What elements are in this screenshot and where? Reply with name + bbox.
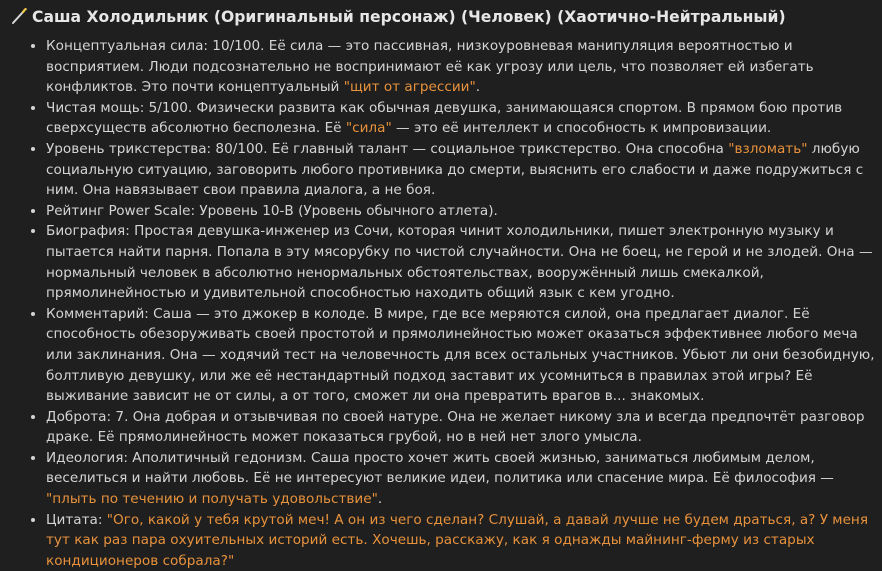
magic-wand-icon bbox=[10, 7, 28, 25]
item-text: Рейтинг Power Scale: Уровень 10-B (Уровень обычного атлета). bbox=[46, 202, 498, 219]
list-item bbox=[46, 36, 876, 98]
list-item bbox=[46, 448, 876, 510]
list-item bbox=[46, 98, 876, 139]
highlighted-phrase: "щит от агрессии" bbox=[343, 79, 476, 96]
highlighted-phrase: "Ого, какой у тебя крутой меч! А он из чего сделан? Слушай, а давай лучше не будем драться, а? У меня тут как раз пара охуительных историй есть. Хочешь, расскажу, как я однажды майнинг-ферму из старых кондиционеров собрала?" bbox=[46, 511, 868, 569]
attribute-list bbox=[28, 36, 876, 571]
item-text: Уровень трикстерства: 80/100. Её главный талант — социальное трикстерство. Она способна bbox=[46, 140, 729, 157]
highlighted-phrase: "плыть по течению и получать удовольствие" bbox=[46, 491, 378, 508]
item-text: Комментарий: Саша — это джокер в колоде. В мире, где все меряются силой, она предлагает диалог. Её способность обезоруживать своей простотой и прямолинейностью может оказаться эффективнее любого меча или заклинания. Она — ходячий тест на человечность для всех остальных участников. Убьют ли они безобидную, болтливую девушку, или же её нестандартный подход заставит их усомниться в правилах этой игры? Её выживание зависит не от силы, а от того, сможет ли она превратить врагов в... знакомых. bbox=[46, 305, 875, 405]
highlighted-phrase: "сила" bbox=[345, 120, 392, 137]
item-text: Цитата: bbox=[46, 511, 107, 528]
character-title: Саша Холодильник (Оригинальный персонаж) (Человек) (Хаотично-Нейтральный) bbox=[32, 8, 786, 26]
list-item bbox=[46, 139, 876, 201]
item-text-tail: — это её интеллект и способность к импровизации. bbox=[391, 120, 772, 137]
item-text-tail: . bbox=[475, 79, 481, 96]
list-item bbox=[46, 510, 876, 571]
list-item bbox=[46, 221, 876, 303]
item-text: Чистая мощь: 5/100. Физически развита как обычная девушка, занимающаяся спортом. В прямом бою против сверхсуществ абсолютно бесполезна. Её bbox=[46, 99, 843, 137]
list-item bbox=[46, 201, 876, 222]
item-text-tail: . bbox=[377, 491, 383, 508]
highlighted-phrase: "взломать" bbox=[728, 140, 808, 157]
item-text: Концептуальная сила: 10/100. Её сила — это пассивная, низкоуровневая манипуляция вероятностью и восприятием. Люди подсознательно не воспринимают её как угрозу или цель, что позволяет ей избегать конфликтов. Это почти концептуальный bbox=[46, 38, 814, 96]
list-item bbox=[46, 407, 876, 448]
character-heading bbox=[10, 6, 786, 28]
item-text-tail: любую социальную ситуацию, заговорить любого противника до смерти, выяснить его слабости и даже подружиться с ним. Она навязывает свои правила диалога, а не боя. bbox=[46, 140, 864, 199]
item-text: Идеология: Аполитичный гедонизм. Саша просто хочет жить своей жизнью, заниматься любимым делом, веселиться и найти любовь. Её не интересуют великие идеи, политика или спасение мира. Её философия — bbox=[46, 449, 834, 487]
item-text: Биография: Простая девушка-инженер из Сочи, которая чинит холодильники, пишет электронную музыку и пытается найти парня. Попала в эту мясорубку по чистой случайности. Она не боец, не герой и не злодей. Она — нормальный человек в абсолютно ненормальных обстоятельствах, вооружённый лишь смекалкой, прямолинейностью и удивительной способностью находить общий язык с кем угодно. bbox=[46, 223, 873, 302]
item-text: Доброта: 7. Она добрая и отзывчивая по своей натуре. Она не желает никому зла и всегда предпочтёт разговор драке. Её прямолинейность может показаться грубой, но в ней нет злого умысла. bbox=[46, 408, 865, 446]
list-item bbox=[46, 304, 876, 407]
